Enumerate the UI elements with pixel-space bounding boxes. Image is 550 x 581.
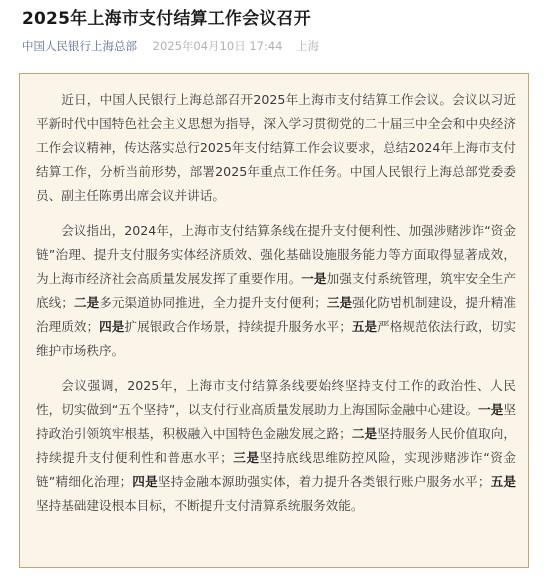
article-source-link[interactable]: 中国人民银行上海总部: [22, 39, 137, 53]
paragraph-text: 坚持服务人民价值取向，持续提升支付便利性和普惠水平；: [36, 426, 517, 465]
paragraph-text: 会议强调，2025年，上海市支付结算条线要始终坚持支付工作的政治性、人民性，切实做到“五个坚持”，以支付行业高质量发展助力上海国际金融中心建设。: [36, 378, 516, 417]
emphasis-text: 四是: [132, 474, 158, 489]
paragraph-text: 坚持政治引领筑牢根基，积极融入中国特色金融发展之路；: [36, 402, 516, 441]
paragraph-text: 坚持底线思维防控风险，实现涉赌涉诈“资金链”精细化治理；: [36, 450, 517, 489]
paragraph-text: 坚持金融本源助强实体，着力提升各类银行账户服务水平；: [157, 474, 491, 489]
paragraph-text: 扩展银政合作场景，持续提升服务水平；: [124, 319, 352, 334]
paragraph-text: 强化防범机制建设，提升精准治理质效；: [36, 295, 517, 334]
body-paragraph: [36, 219, 516, 363]
emphasis-text: 三是: [232, 450, 260, 465]
body-paragraph: [36, 88, 516, 208]
paragraph-text: 坚持基础建设根本目标，不断提升支付清算系统服务效能。: [36, 498, 364, 513]
emphasis-text: 一是: [301, 271, 327, 286]
paragraph-text: 严格规范依法行政，切实维护市场秩序。: [36, 319, 517, 358]
article-body-card: [19, 73, 529, 568]
paragraph-text: 加强支付系统管理，筑牢安全生产底线；: [36, 271, 517, 310]
body-paragraph: [36, 374, 516, 518]
paragraph-text: 会议指出，2024年，上海市支付结算条线在提升支付便利性、加强涉赌涉诈“资金链”治理、提升支付服务实体经济质效、强化基础设施服务能力等方面取得显著成效，为上海市经济社会高质量发展发挥了重要作用。: [36, 223, 516, 286]
article-title: 2025年上海市支付结算工作会议召开: [22, 9, 311, 29]
emphasis-text: 一是: [478, 402, 504, 417]
publish-location: 上海: [296, 39, 320, 53]
paragraph-text: 近日，中国人民银行上海总部召开2025年上海市支付结算工作会议。会议以习近平新时代中国特色社会主义思想为指导，深入学习贯彻党的二十届三中全会和中央经济工作会议精神，传达落实总行2025年支付结算工作会议要求，总结2024年上海市支付结算工作，分析当前形势，部署2025年重点工作任务。中国人民银行上海总部党委委员、副主任陈勇出席会议并讲话。: [36, 92, 516, 203]
emphasis-text: 三是: [326, 295, 353, 310]
paragraph-text: 多元渠道协同推进，全力提升支付便利；: [99, 295, 327, 310]
emphasis-text: 四是: [99, 319, 125, 334]
article-meta: [22, 38, 319, 54]
emphasis-text: 五是: [351, 319, 378, 334]
publish-time: 2025年04月10日 17:44: [152, 39, 283, 53]
emphasis-text: 二是: [73, 295, 100, 310]
emphasis-text: 二是: [351, 426, 378, 441]
emphasis-text: 五是: [490, 474, 517, 489]
